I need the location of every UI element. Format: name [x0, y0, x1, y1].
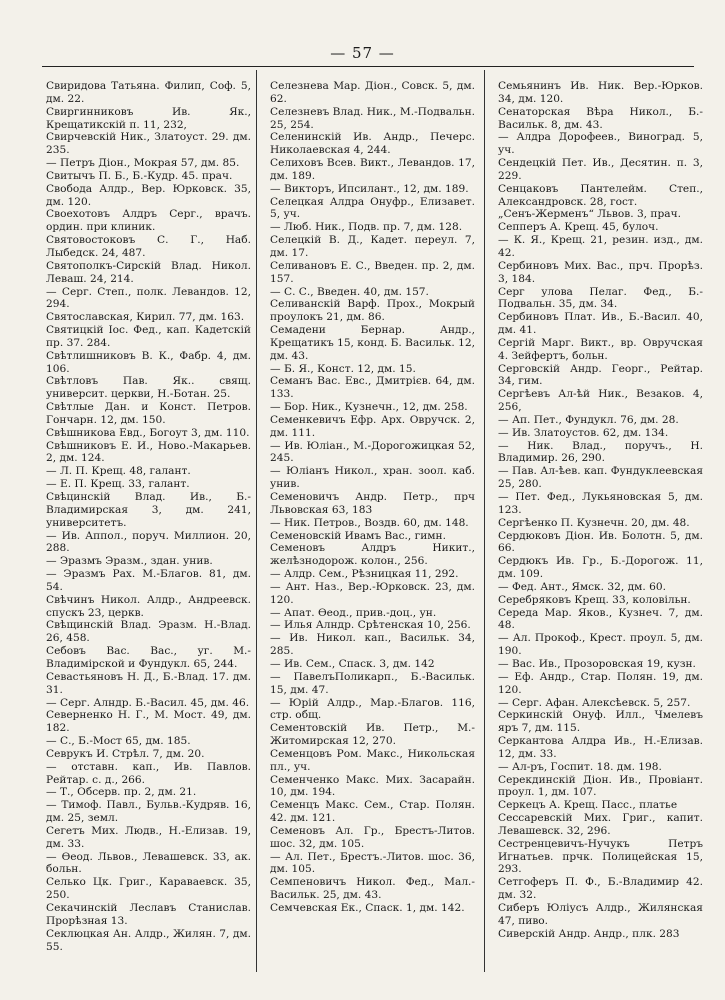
directory-entry: Серговскій Андр. Георг., Рейтар. 34, гим. — [498, 362, 703, 388]
directory-entry: Сегетъ Мих. Людв., Н.-Елизав. 19, дм. 33. — [46, 824, 251, 850]
directory-entry: — Ив. Златоустов. 62, дм. 134. — [498, 426, 669, 439]
directory-entry: Серкецъ А. Крещ. Пасс., платье — [498, 799, 678, 812]
directory-entry: Свиргинниковъ Ив. Як., Крещатикскій п. 11, 232, — [46, 105, 251, 131]
column-2 — [270, 80, 475, 980]
directory-entry: — Еф. Андр., Стар. Полян. 19, дм. 120. — [498, 670, 703, 696]
column-divider — [484, 70, 485, 972]
directory-entry: — Люб. Ник., Подв. пр. 7, дм. 128. — [270, 221, 463, 234]
header-rule — [42, 66, 694, 67]
directory-entry: — Ив. Сем., Спаск. 3, дм. 142 — [270, 657, 435, 670]
directory-entry: Селецкій В. Д., Кадет. переул. 7, дм. 17. — [270, 234, 475, 259]
directory-entry: Сергѣевъ Ал-ѣй Ник., Везаков. 4, 256, — [498, 388, 703, 414]
directory-entry: Севрукъ И. Стрѣл. 7, дм. 20. — [46, 747, 205, 760]
directory-entry: — Викторъ, Ипсилант., 12, дм. 189. — [270, 182, 469, 195]
directory-entry: Селивановъ Е. С., Введен. пр. 2, дм. 157. — [270, 259, 475, 285]
directory-entry: Свитычъ П. Б., Б.-Кудр. 45. прач. — [46, 169, 233, 182]
directory-entry: — Ник. Петров., Воздв. 60, дм. 148. — [270, 516, 469, 529]
directory-entry: Серебряковъ Крещ. 33, коловільн. — [498, 593, 691, 606]
column-1 — [46, 80, 251, 980]
directory-entry: Свѣшникова Евд., Богоут 3, дм. 110. — [46, 426, 250, 439]
directory-entry: Семьянинъ Ив. Ник. Вер.-Юрков. 34, дм. 120. — [498, 80, 703, 105]
directory-entry: Сессаревскій Мих. Григ., капит. Левашевск. 32, 296. — [498, 812, 703, 837]
directory-entry: Сербиновъ Плат. Ив., Б.-Васил. 40, дм. 41. — [498, 311, 703, 337]
directory-entry: — Илья Алндр. Срѣтенская 10, 256. — [270, 619, 471, 632]
directory-entry: — Ив. Никол. кап., Васильк. 34, 285. — [270, 632, 475, 658]
directory-entry: — С., Б.-Мост 65, дм. 185. — [46, 735, 191, 748]
directory-entry: Святицкій Іос. Фед., кап. Кадетскій пр. 37. 284. — [46, 324, 251, 349]
directory-entry: Сенцаковъ Пантелейм. Степ., Александровск. 28, гост. — [498, 182, 703, 208]
directory-entry: Сергѣенко П. Кузнечн. 20, дм. 48. — [498, 516, 690, 529]
directory-entry: — Вас. Ив., Прозоровская 19, кузн. — [498, 657, 696, 670]
directory-entry: — Т., Обсерв. пр. 2, дм. 21. — [46, 786, 197, 799]
directory-entry: „Сенъ-Жерменъ“ Львов. 3, прач. — [498, 208, 681, 221]
directory-entry: Семадени Бернар. Андр., Крещатикъ 15, конд. Б. Васильк. 12, дм. 43. — [270, 324, 475, 362]
directory-entry: Семеновъ Ал. Гр., Брестъ-Литов. шос. 32, дм. 105. — [270, 824, 475, 850]
directory-entry: — Эразмъ Рах. М.-Благов. 81, дм. 54. — [46, 568, 251, 593]
directory-entry: Свиридова Татьяна. Филип, Соф. 5, дм. 22. — [46, 80, 251, 105]
directory-entry: — Петръ Діон., Мокрая 57, дм. 85. — [46, 157, 240, 170]
directory-entry: Селезнева Мар. Діон., Совск. 5, дм. 62. — [270, 80, 475, 105]
directory-entry: Свобода Алдр., Вер. Юрковск. 35, дм. 120. — [46, 182, 251, 208]
directory-entry: Свѣчинъ Никол. Алдр., Андреевск. спускъ 23, церкв. — [46, 593, 251, 619]
directory-entry: — Юліанъ Никол., хран. зоол. каб. унив. — [270, 465, 475, 491]
directory-entry: Сенаторская Вѣра Никол., Б.-Васильк. 8, дм. 43. — [498, 105, 703, 131]
directory-entry: — Ив. Аппол., поруч. Миллион. 20, 288. — [46, 529, 251, 555]
directory-entry: Сестренцевичъ-Нучукъ Петръ Игнатьев. прчк. Полицейская 15, 293. — [498, 837, 703, 876]
directory-entry: — Ал. Прокоф., Крест. проул. 5, дм. 190. — [498, 632, 703, 658]
directory-entry: — Серг. Алндр. Б.-Васил. 45, дм. 46. — [46, 696, 250, 709]
directory-entry: Селецкая Алдра Онуфр., Елизавет. 5, уч. — [270, 195, 475, 221]
directory-entry: Свѣтлишниковъ В. К., Фабр. 4, дм. 106. — [46, 349, 251, 375]
directory-entry: — Е. П. Крещ. 33, галант. — [46, 478, 190, 491]
directory-entry: Селезневъ Влад. Ник., М.-Подвальн. 25, 254. — [270, 105, 475, 131]
directory-entry: — Ник. Влад., поручъ., Н. Владимир. 26, 290. — [498, 439, 703, 465]
directory-entry: Свѣцинскій Влад. Ив., Б.-Владимирская 3, дм. 241, университетъ. — [46, 491, 251, 529]
directory-entry: Селиховъ Всев. Викт., Левандов. 17, дм. 189. — [270, 157, 475, 182]
directory-entry: — Ѳеод. Львов., Левашевск. 33, ак. больн. — [46, 850, 251, 876]
column-divider — [256, 70, 257, 972]
directory-entry: — Апат. Ѳеод., прив.-доц., ун. — [270, 606, 437, 619]
directory-entry: — Серг. Афан. Алексѣевск. 5, 257. — [498, 696, 691, 709]
directory-entry: — Бор. Ник., Кузнечн., 12, дм. 258. — [270, 401, 468, 414]
directory-entry: Сердюковъ Діон. Ив. Болотн. 5, дм. 66. — [498, 529, 703, 555]
directory-entry: Семеновскій Ивамъ Вас., гимн. — [270, 529, 446, 542]
directory-entry: Серекдинскій Діон. Ив., Провіант. проул. 1, дм. 107. — [498, 773, 703, 799]
directory-entry: Себовъ Вас. Вас., уг. М.-Владимірской и Фундукл. 65, 244. — [46, 645, 251, 670]
directory-entry: — Ал. Пет., Брестъ.-Литов. шос. 36, дм. 105. — [270, 850, 475, 876]
directory-entry: — Эразмъ Эразм., здан. унив. — [46, 555, 213, 568]
directory-entry: — Ив. Юліан., М.-Дорогожицкая 52, 245. — [270, 439, 475, 465]
directory-entry: Сердюкъ Ив. Гр., Б.-Дорогож. 11, дм. 109. — [498, 555, 703, 581]
directory-entry: Селько Цк. Григ., Караваевск. 35, 250. — [46, 876, 251, 902]
directory-entry: Семеновичъ Андр. Петр., прч Львовская 63, 183 — [270, 491, 475, 516]
directory-entry: Селенинскій Ив. Андр., Печерс. Николаевская 4, 244. — [270, 131, 475, 157]
directory-entry: — Пет. Фед., Лукьяновская 5, дм. 123. — [498, 491, 703, 516]
directory-entry: Семанъ Вас. Евс., Дмитрієв. 64, дм. 133. — [270, 375, 475, 401]
directory-entry: Серг улова Пелаг. Фед., Б.-Подвальн. 35, дм. 34. — [498, 285, 703, 311]
column-3 — [498, 80, 703, 980]
directory-entry: — Серг. Степ., полк. Левандов. 12, 294. — [46, 285, 251, 311]
directory-entry: — Алдр. Сем., Рѣзницкая 11, 292. — [270, 568, 459, 581]
directory-entry: Сиверскій Андр. Андр., плк. 283 — [498, 927, 680, 940]
directory-entry: Сербиновъ Мих. Вас., прч. Прорѣз. 3, 184. — [498, 259, 703, 285]
directory-entry: Святовостоковъ С. Г., Наб. Лыбедск. 24, 487. — [46, 234, 251, 259]
directory-entry: Семеновъ Алдръ Никит., желѣзнодорож. колон., 256. — [270, 542, 475, 568]
directory-entry: Свѣтлые Дан. и Конст. Петров. Гончарн. 12, дм. 150. — [46, 401, 251, 426]
directory-entry: Сетгоферъ П. Ф., Б.-Владимир 42. дм. 32. — [498, 876, 703, 902]
directory-entry: — Алдра Дорофеев., Виноград. 5, уч. — [498, 131, 703, 157]
directory-entry: Секачинскій Леславъ Станислав. Прорѣзная 13. — [46, 902, 251, 927]
directory-entry: — К. Я., Крещ. 21, резин. изд., дм. 42. — [498, 234, 703, 259]
directory-entry: — С. С., Введен. 40, дм. 157. — [270, 285, 429, 298]
directory-entry: Семенченко Макс. Мих. Засарайн. 10, дм. 194. — [270, 773, 475, 799]
directory-entry: — отставн. кап., Ив. Павлов. Рейтар. с. д., 266. — [46, 760, 251, 786]
directory-entry: Свѣщинскій Влад. Эразм. Н.-Влад. 26, 458. — [46, 619, 251, 645]
directory-entry: Семчевская Ек., Спаск. 1, дм. 142. — [270, 902, 465, 914]
directory-entry: Семенкевичъ Ефр. Арх. Овручск. 2, дм. 111. — [270, 413, 475, 439]
directory-entry: — Л. П. Крещ. 48, галант. — [46, 465, 191, 478]
directory-entry: — Пав. Ал-ѣев. кап. Фундуклеевская 25, 280. — [498, 465, 703, 491]
directory-entry: Серкантова Алдра Ив., Н.-Елизав. 12, дм. 33. — [498, 735, 703, 760]
directory-entry: — Ант. Наз., Вер.-Юрковск. 23, дм. 120. — [270, 580, 475, 606]
directory-entry: — ПавелъПоликарп., Б.-Васильк. 15, дм. 47. — [270, 670, 475, 696]
directory-entry: Серкинскій Онуф. Илл., Чмелевъ яръ 7, дм. 115. — [498, 709, 703, 735]
directory-entry: Сергій Марг. Викт., вр. Овручская 4. Зейфертъ, больн. — [498, 336, 703, 362]
directory-entry: — Юрій Алдр., Мар.-Благов. 116, стр. общ. — [270, 696, 475, 722]
directory-entry: Селиванскій Варф. Прох., Мокрый проулокъ 21, дм. 86. — [270, 298, 475, 324]
directory-entry: Сиберъ Юліусъ Алдр., Жилянская 47, пиво. — [498, 902, 703, 927]
directory-entry: Секлюцкая Ан. Алдр., Жилян. 7, дм. 55. — [46, 927, 251, 953]
directory-entry: Сендецкій Пет. Ив., Десятин. п. 3, 229. — [498, 157, 703, 182]
directory-entry: Северненко Н. Г., М. Мост. 49, дм. 182. — [46, 709, 251, 735]
directory-entry: Сементовскій Ив. Петр., М.-Житомирская 12, 270. — [270, 722, 475, 748]
directory-entry: Сепперъ А. Крещ. 45, булоч. — [498, 221, 659, 234]
directory-entry: Свѣшниковъ Е. И., Ново.-Макарьев. 2, дм. 124. — [46, 439, 251, 465]
directory-entry: Семпеновичъ Никол. Фед., Мал.-Васильк. 25, дм. 43. — [270, 876, 475, 902]
directory-entry: — Тимоф. Павл., Бульв.-Кудряв. 16, дм. 25, земл. — [46, 799, 251, 825]
directory-entry: — Ал-ръ, Госпит. 18. дм. 198. — [498, 760, 662, 773]
directory-entry: Святославская, Кирил. 77, дм. 163. — [46, 311, 245, 324]
directory-entry: — Б. Я., Конст. 12, дм. 15. — [270, 362, 416, 375]
directory-entry: Святополкъ-Сирскій Влад. Никол. Леваш. 24, 214. — [46, 259, 251, 285]
directory-entry: — Фед. Ант., Ямск. 32, дм. 60. — [498, 580, 666, 593]
page-number: — 57 — — [330, 44, 395, 62]
directory-entry: Семенцъ Макс. Сем., Стар. Полян. 42. дм. 121. — [270, 799, 475, 825]
directory-entry: Севастьяновъ Н. Д., Б.-Влад. 17. дм. 31. — [46, 670, 251, 696]
directory-entry: — Ап. Пет., Фундукл. 76, дм. 28. — [498, 413, 679, 426]
directory-entry: Свѣтловъ Пав. Як.. свящ. университ. церкви, Н.-Ботан. 25. — [46, 375, 251, 401]
directory-entry: Свирчевскій Ник., Златоуст. 29. дм. 235. — [46, 131, 251, 157]
directory-entry: Семенцовъ Ром. Макс., Никольская пл., уч. — [270, 747, 475, 773]
directory-entry: Своехотовъ Алдръ Серг., врачъ. ордин. при клиник. — [46, 208, 251, 234]
directory-entry: Середа Мар. Яков., Кузнеч. 7, дм. 48. — [498, 606, 703, 632]
